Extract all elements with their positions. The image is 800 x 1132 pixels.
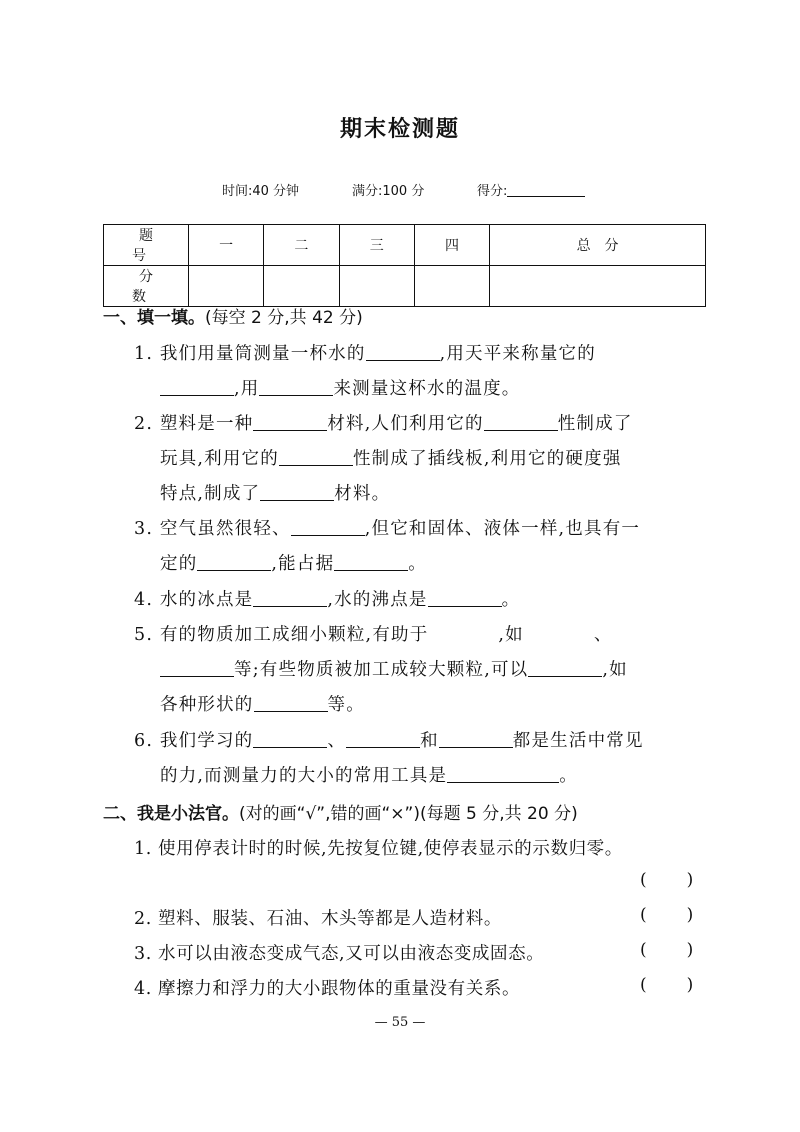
question-5-line-2: 等;有些物质被加工成较大颗粒,可以 ,如 bbox=[160, 656, 705, 681]
answer-blank[interactable] bbox=[253, 733, 327, 748]
judge-item-1: 1. 使用停表计时的时候,先按复位键,使停表显示的示数归零。 bbox=[134, 839, 623, 859]
score-cell[interactable] bbox=[339, 266, 414, 307]
answer-blank[interactable] bbox=[253, 592, 327, 607]
answer-blank[interactable] bbox=[528, 662, 602, 677]
exam-time: 时间:40 分钟 bbox=[222, 184, 300, 199]
answer-blank[interactable] bbox=[253, 416, 327, 431]
answer-blank[interactable] bbox=[484, 416, 558, 431]
answer-blank[interactable] bbox=[259, 381, 333, 396]
answer-blank[interactable] bbox=[428, 592, 502, 607]
page-title: 期末检测题 bbox=[339, 117, 460, 142]
question-6-line-1: 6. 我们学习的 、 和 都是生活中常见 bbox=[134, 731, 644, 751]
answer-blank[interactable] bbox=[439, 733, 513, 748]
score-cell[interactable] bbox=[264, 266, 339, 307]
answer-blank[interactable] bbox=[254, 697, 328, 712]
page-number: — 55 — bbox=[374, 1015, 426, 1030]
score-table-score-row bbox=[104, 266, 706, 307]
question-2-line-3: 特点,制成了 材料。 bbox=[160, 484, 391, 504]
score-cell[interactable] bbox=[490, 266, 706, 307]
judge-answer-3[interactable]: ( ) bbox=[640, 940, 694, 960]
question-3-line-1: 3. 空气虽然很轻、 ,但它和固体、液体一样,也具有一 bbox=[134, 519, 641, 539]
judge-item-3: 3. 水可以由液态变成气态,又可以由液态变成固态。 bbox=[134, 944, 545, 964]
score-table bbox=[103, 224, 706, 307]
judge-answer-4[interactable]: ( ) bbox=[640, 975, 694, 995]
judge-answer-2[interactable]: ( ) bbox=[640, 905, 694, 925]
section-2-heading: 二、我是小法官。(对的画“√”,错的画“×”)(每题 5 分,共 20 分) bbox=[103, 804, 578, 824]
score-table-header-cell: 四 bbox=[414, 225, 489, 266]
answer-blank[interactable] bbox=[260, 486, 334, 501]
answer-blank[interactable] bbox=[279, 451, 353, 466]
question-2-line-1: 2. 塑料是一种 材料,人们利用它的 性制成了 bbox=[134, 414, 633, 434]
score-table-header-cell: 一 bbox=[189, 225, 264, 266]
answer-blank[interactable] bbox=[447, 768, 559, 783]
answer-blank[interactable] bbox=[346, 733, 420, 748]
question-2-line-2: 玩具,利用它的 性制成了插线板,利用它的硬度强 bbox=[160, 449, 622, 469]
exam-full-score: 满分:100 分 bbox=[352, 184, 425, 199]
judge-item-2: 2. 塑料、服装、石油、木头等都是人造材料。 bbox=[134, 909, 502, 929]
question-5-line-1: 5. 有的物质加工成细小颗粒,有助于 ,如 、 bbox=[134, 625, 613, 645]
answer-blank[interactable] bbox=[160, 381, 234, 396]
question-4-line-1: 4. 水的冰点是 ,水的沸点是 。 bbox=[134, 590, 521, 610]
answer-blank[interactable] bbox=[197, 556, 271, 571]
score-cell[interactable] bbox=[189, 266, 264, 307]
question-1-line-2: ,用 来测量这杯水的温度。 bbox=[160, 375, 705, 400]
score-label: 得分: bbox=[477, 184, 508, 199]
exam-score-field bbox=[477, 180, 585, 199]
question-6-line-2: 的力,而测量力的大小的常用工具是 。 bbox=[160, 766, 578, 786]
answer-blank[interactable] bbox=[366, 346, 440, 361]
score-table-header-cell: 二 bbox=[264, 225, 339, 266]
score-table-header-cell: 题 号 bbox=[104, 225, 189, 266]
answer-blank[interactable] bbox=[160, 662, 234, 677]
score-table-header-cell: 三 bbox=[339, 225, 414, 266]
score-table-header-cell: 总 分 bbox=[490, 225, 706, 266]
score-blank[interactable] bbox=[507, 184, 585, 197]
score-table-header-row bbox=[104, 225, 706, 266]
judge-item-4: 4. 摩擦力和浮力的大小跟物体的重量没有关系。 bbox=[134, 979, 521, 999]
answer-blank[interactable] bbox=[291, 521, 365, 536]
question-5-line-3: 各种形状的 等。 bbox=[160, 695, 365, 715]
score-table-row-label: 分 数 bbox=[104, 266, 189, 307]
score-cell[interactable] bbox=[414, 266, 489, 307]
judge-answer-1[interactable]: ( ) bbox=[640, 870, 694, 890]
question-1-line-1: 1. 我们用量筒测量一杯水的 ,用天平来称量它的 bbox=[134, 344, 596, 364]
answer-blank[interactable] bbox=[334, 556, 408, 571]
section-1-heading: 一、填一填。(每空 2 分,共 42 分) bbox=[103, 308, 363, 328]
question-3-line-2: 定的 ,能占据 。 bbox=[160, 554, 427, 574]
